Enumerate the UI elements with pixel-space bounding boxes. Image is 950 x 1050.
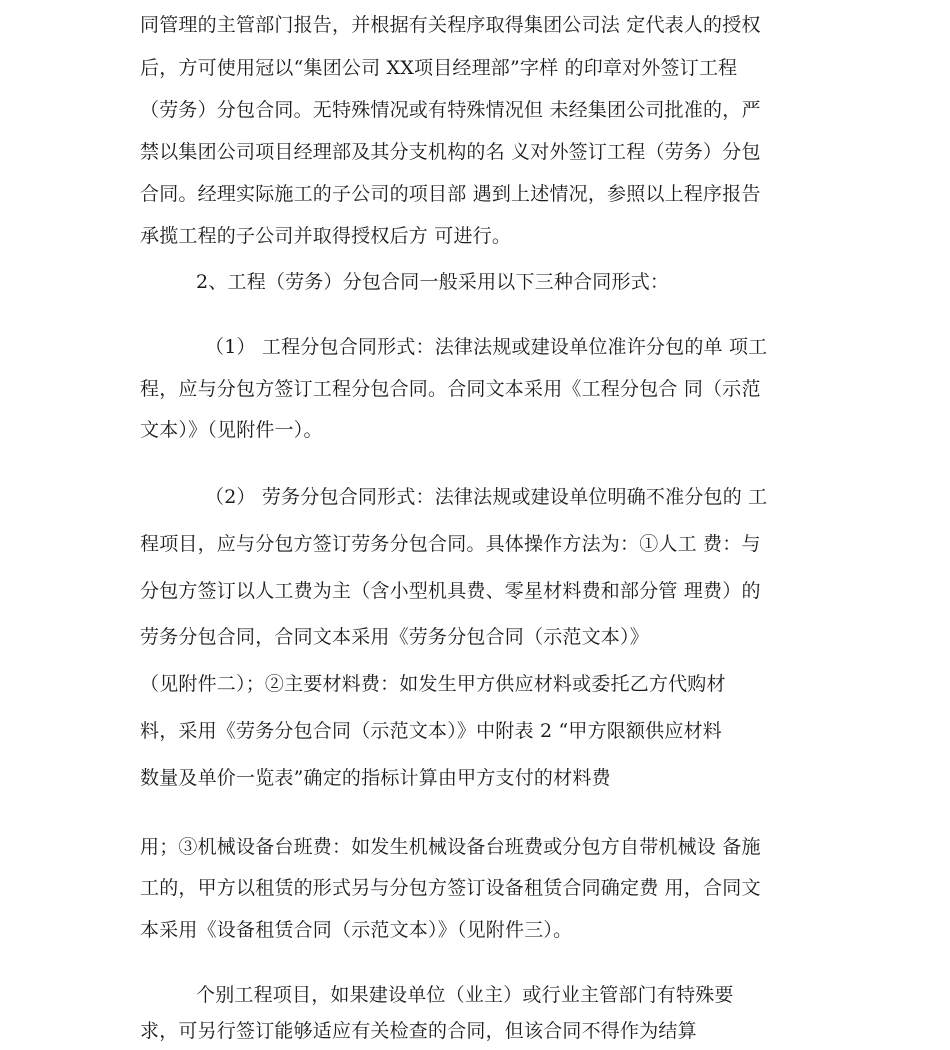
paragraph-line: 后，方可使用冠以“集团公司 XX项目经理部”字样 的印章对外签订工程 — [140, 57, 738, 79]
paragraph-line: 个别工程项目，如果建设单位（业主）或行业主管部门有特殊要 — [196, 984, 734, 1006]
section-heading: 2、工程（劳务）分包合同一般采用以下三种合同形式： — [196, 271, 670, 293]
paragraph-line: 求，可另行签订能够适应有关检查的合同，但该合同不得作为结算 — [140, 1020, 697, 1042]
paragraph-line: （劳务）分包合同。无特殊情况或有特殊情况但 未经集团公司批准的，严 — [140, 99, 761, 121]
list-item-line: 本采用《设备租赁合同（示范文本）》（见附件三）。 — [140, 919, 573, 941]
paragraph-line: 合同。经理实际施工的子公司的项目部 遇到上述情况，参照以上程序报告 — [140, 183, 761, 205]
paragraph-line: 承揽工程的子公司并取得授权后方 可进行。 — [140, 225, 512, 247]
list-item-line: （2） 劳务分包合同形式：法律法规或建设单位明确不准分包的 工 — [205, 486, 768, 508]
list-item-line: 劳务分包合同，合同文本采用《劳务分包合同（示范文本）》 — [140, 626, 649, 648]
paragraph-line: 禁以集团公司项目经理部及其分支机构的名 义对外签订工程（劳务）分包 — [140, 141, 761, 163]
list-item-line: 数量及单价一览表”确定的指标计算由甲方支付的材料费 — [140, 767, 611, 789]
list-item-line: 分包方签订以人工费为主（含小型机具费、零星材料费和部分管 理费）的 — [140, 580, 761, 602]
list-item-line: 料，采用《劳务分包合同（示范文本）》中附表 2 “甲方限额供应材料 — [140, 720, 722, 742]
list-item-line: 程项目，应与分包方签订劳务分包合同。具体操作方法为：①人工 费：与 — [140, 533, 761, 555]
paragraph-line: 同管理的主管部门报告，并根据有关程序取得集团公司法 定代表人的授权 — [140, 14, 761, 36]
list-item-line: 工的，甲方以租赁的形式另与分包方签订设备租赁合同确定费 用，合同文 — [140, 877, 761, 899]
list-item-line: 程，应与分包方签订工程分包合同。合同文本采用《工程分包合 同（示范 — [140, 378, 761, 400]
list-item-line: 用；③机械设备台班费：如发生机械设备台班费或分包方自带机械设 备施 — [140, 836, 761, 858]
list-item-line: （1） 工程分包合同形式：法律法规或建设单位准许分包的单 项工 — [205, 336, 768, 358]
list-item-line: 文本）》（见附件一）。 — [140, 419, 323, 441]
list-item-line: （见附件二）；②主要材料费：如发生甲方供应材料或委托乙方代购材 — [140, 673, 726, 695]
